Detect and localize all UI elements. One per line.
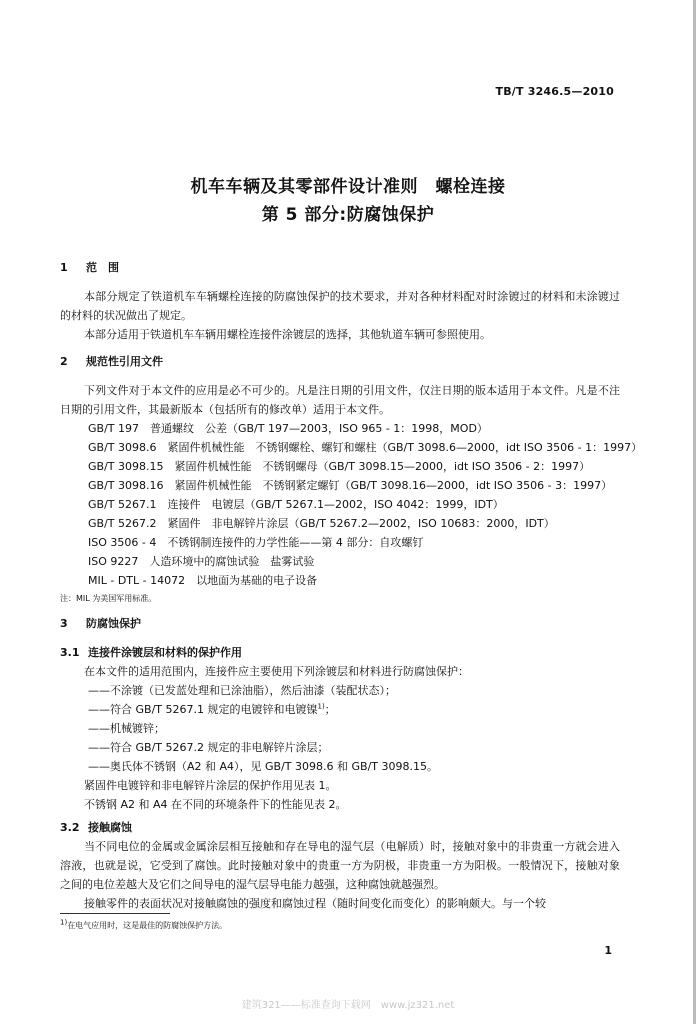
list-item-tail: ； [324, 703, 336, 716]
page-number: 1 [604, 944, 612, 957]
footnote-text: 在电气应用时，这是最佳的防腐蚀保护方法。 [67, 921, 228, 930]
paragraph: 在本文件的适用范围内，连接件应主要使用下列涂镀层和材料进行防腐蚀保护： [84, 665, 469, 678]
section-title: 范 围 [86, 261, 119, 274]
document-subtitle: 第 5 部分:防腐蚀保护 [261, 205, 435, 225]
section-number: 1 [60, 261, 68, 274]
paragraph: 不锈钢 A2 和 A4 在不同的环境条件下的性能见表 2。 [84, 798, 347, 811]
footnote-divider [60, 913, 170, 914]
reference-item: ISO 3506 - 4 不锈钢制连接件的力学性能——第 4 部分：自攻螺钉 [88, 536, 424, 549]
footnote-ref[interactable]: 1) [317, 702, 325, 711]
paragraph: 接触零件的表面状况对接触腐蚀的强度和腐蚀过程（随时间变化而变化）的影响颇大。与一个较 [84, 897, 546, 910]
reference-item: GB/T 3098.6 紧固件机械性能 不锈钢螺栓、螺钉和螺柱（GB/T 3098.6—2000，idt ISO 3506 - 1：1997） [88, 441, 643, 454]
reference-item: GB/T 3098.16 紧固件机械性能 不锈钢紧定螺钉（GB/T 3098.16—2000，idt ISO 3506 - 3：1997） [88, 479, 613, 492]
list-item [60, 700, 620, 719]
section-2-heading [60, 352, 620, 371]
reference-item: MIL - DTL - 14072 以地面为基础的电子设备 [88, 574, 318, 587]
subsection-title: 接触腐蚀 [88, 821, 132, 834]
section-number: 3 [60, 617, 68, 630]
paragraph: 下列文件对于本文件的应用是必不可少的。凡是注日期的引用文件，仅注日期的版本适用于本文件。凡是不注日期的引用文件，其最新版本（包括所有的修改单）适用于本文件。 [60, 384, 620, 416]
footnote-mark: 1) [60, 918, 68, 927]
reference-item: GB/T 5267.2 紧固件 非电解锌片涂层（GB/T 5267.2—2002，ISO 10683：2000，IDT） [88, 517, 555, 530]
subsection-3-1-heading [60, 643, 620, 662]
section-title: 规范性引用文件 [86, 355, 163, 368]
list-item-text: ——符合 GB/T 5267.1 规定的电镀锌和电镀镍 [88, 703, 318, 716]
standard-code: TB/T 3246.5—2010 [495, 85, 614, 98]
list-item: ——不涂镀（已发蓝处理和已涂油脂），然后油漆（装配状态）； [88, 684, 396, 697]
list-item: ——符合 GB/T 5267.2 规定的非电解锌片涂层； [88, 741, 329, 754]
reference-item: GB/T 197 普通螺纹 公差（GB/T 197—2003，ISO 965 - 1：1998，MOD） [88, 422, 488, 435]
section-title: 防腐蚀保护 [86, 617, 141, 630]
subsection-number: 3.2 [60, 821, 80, 834]
reference-item: GB/T 3098.15 紧固件机械性能 不锈钢螺母（GB/T 3098.15—2000，idt ISO 3506 - 2：1997） [88, 460, 591, 473]
reference-note: 注：MIL 为美国军用标准。 [60, 594, 157, 603]
reference-item: ISO 9227 人造环境中的腐蚀试验 盐雾试验 [88, 555, 315, 568]
section-number: 2 [60, 355, 68, 368]
list-item: ——机械镀锌； [88, 722, 165, 735]
subsection-3-2-heading [60, 818, 620, 837]
footnote [60, 920, 227, 931]
paragraph: 紧固件电镀锌和非电解锌片涂层的保护作用见表 1。 [84, 779, 337, 792]
paragraph: 本部分规定了铁道机车车辆螺栓连接的防腐蚀保护的技术要求，并对各种材料配对时涂镀过的材料和未涂镀过的材料的状况做出了规定。 [60, 290, 620, 322]
paragraph: 本部分适用于铁道机车车辆用螺栓连接件涂镀层的选择，其他轨道车辆可参照使用。 [84, 328, 491, 341]
subsection-number: 3.1 [60, 646, 80, 659]
paragraph: 当不同电位的金属或金属涂层相互接触和存在导电的湿气层（电解质）时，接触对象中的非贵重一方就会进入溶液，也就是说，它受到了腐蚀。此时接触对象中的贵重一方为阴极，非贵重一方为阳极。一般情况下，接触对象之间的电位差越大及它们之间导电的湿气层导电能力越强，这种腐蚀就越强烈。 [60, 840, 620, 891]
list-item: ——奥氏体不锈钢（A2 和 A4），见 GB/T 3098.6 和 GB/T 3098.15。 [88, 760, 438, 773]
reference-item: GB/T 5267.1 连接件 电镀层（GB/T 5267.1—2002，ISO 4042：1999，IDT） [88, 498, 504, 511]
section-3-heading [60, 614, 620, 633]
subsection-title: 连接件涂镀层和材料的保护作用 [88, 646, 242, 659]
watermark: 建筑321——标准查询下载网 www.jz321.net [241, 1000, 455, 1011]
section-1-heading [60, 258, 620, 277]
document-title: 机车车辆及其零部件设计准则 螺栓连接 [190, 177, 506, 197]
document-body [60, 250, 643, 913]
